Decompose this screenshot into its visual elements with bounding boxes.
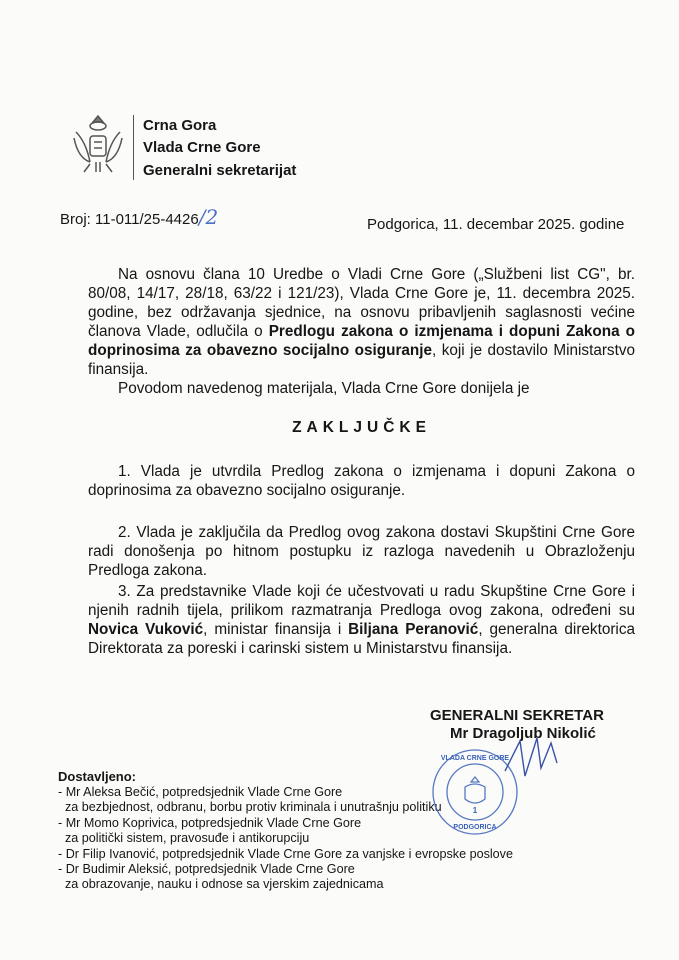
- distribution-line: - Mr Momo Koprivica, potpredsjednik Vlade Crne Gore: [58, 815, 362, 830]
- document-body: [58, 265, 635, 893]
- header-country: Crna Gora: [143, 117, 217, 134]
- document-number: [60, 205, 218, 229]
- intro-paragraph: [88, 265, 635, 379]
- conclusion-3-text: 3. Za predstavnike Vlade koji će učestvovati u radu Skupštine Crne Gore i njenih radnih tijela, prilikom razmatranja Predloga ovog zakona, određeni su: [88, 583, 635, 619]
- intro-paragraph-2: Povodom navedenog materijala, Vlada Crne Gore donijela je: [118, 380, 530, 397]
- intro-text-end: , koji je dostavilo Ministarstvo finansija.: [88, 342, 635, 378]
- handwritten-number: /2: [198, 205, 219, 229]
- representative-1: Novica Vuković: [88, 621, 204, 638]
- handwritten-signature: [500, 731, 570, 786]
- distribution-list: [58, 785, 635, 893]
- representative-2: Biljana Peranović: [348, 621, 479, 638]
- coat-of-arms-logo: [70, 112, 126, 178]
- conclusion-3-text-3: , generalna direktorica Direktorata za poreski i carinski sistem u Ministarstvu finansija.: [88, 621, 635, 657]
- header-secretariat: Generalni sekretarijat: [143, 162, 297, 179]
- signature-name: Mr Dragoljub Nikolić: [450, 725, 596, 742]
- header-divider: [133, 115, 134, 180]
- signature-block: [430, 707, 635, 831]
- conclusion-3-text-2: , ministar finansija i: [203, 621, 349, 638]
- distribution-line: za politički sistem, pravosuđe i antikorupciju: [58, 831, 310, 846]
- conclusions-title: ZAKLJUČKE: [292, 419, 431, 436]
- stamp-number: 1: [472, 806, 478, 815]
- distribution-line: - Mr Aleksa Bečić, potpredsjednik Vlade Crne Gore: [58, 785, 343, 799]
- distribution-line: za obrazovanje, nauku i odnose sa vjerskim zajednicama: [58, 877, 384, 892]
- stamp-name: VLADA CRNE GORE: [440, 755, 510, 762]
- place-date: Podgorica, 11. decembar 2025. godine: [367, 216, 625, 233]
- distribution-line: - Dr Budimir Aleksić, potpredsjednik Vlade Crne Gore: [58, 862, 355, 877]
- conclusion-3: [88, 582, 635, 658]
- stamp-city: PODGORICA: [453, 824, 497, 831]
- distribution-line: - Dr Filip Ivanović, potpredsjednik Vlade Crne Gore za vanjske i evropske poslove: [58, 846, 513, 861]
- number-text: Broj: 11-011/25-4426: [60, 211, 199, 228]
- header-government: Vlada Crne Gore: [143, 139, 261, 156]
- intro-text: Na osnovu člana 10 Uredbe o Vladi Crne Gore („Službeni list CG", br. 80/08, 14/17, 28/18, 63/22 i 121/23), Vlada Crne Gore je, 11. decembra 2025. godine, bez održavanja sjednice, na osnovu pribavljenih saglasnosti većine članova Vlade, odlučila o: [88, 266, 635, 340]
- law-title: Predlogu zakona o izmjenama i dopuni Zakona o doprinosima za obavezno socijalno osiguranje: [88, 323, 635, 359]
- conclusion-2: 2. Vlada je zaključila da Predlog ovog zakona dostavi Skupštini Crne Gore radi donošenja po hitnom postupku iz razloga navedenih u Obrazloženju Predloga zakona.: [88, 524, 635, 579]
- signature-title: GENERALNI SEKRETAR: [430, 707, 604, 724]
- distribution-line: za bezbjednost, odbranu, borbu protiv kriminala i unutrašnju politiku: [58, 800, 442, 815]
- distribution-label: Dostavljeno:: [58, 769, 137, 784]
- conclusion-1: 1. Vlada je utvrdila Predlog zakona o izmjenama i dopuni Zakona o doprinosima za obavezno socijalno osiguranje.: [88, 463, 635, 499]
